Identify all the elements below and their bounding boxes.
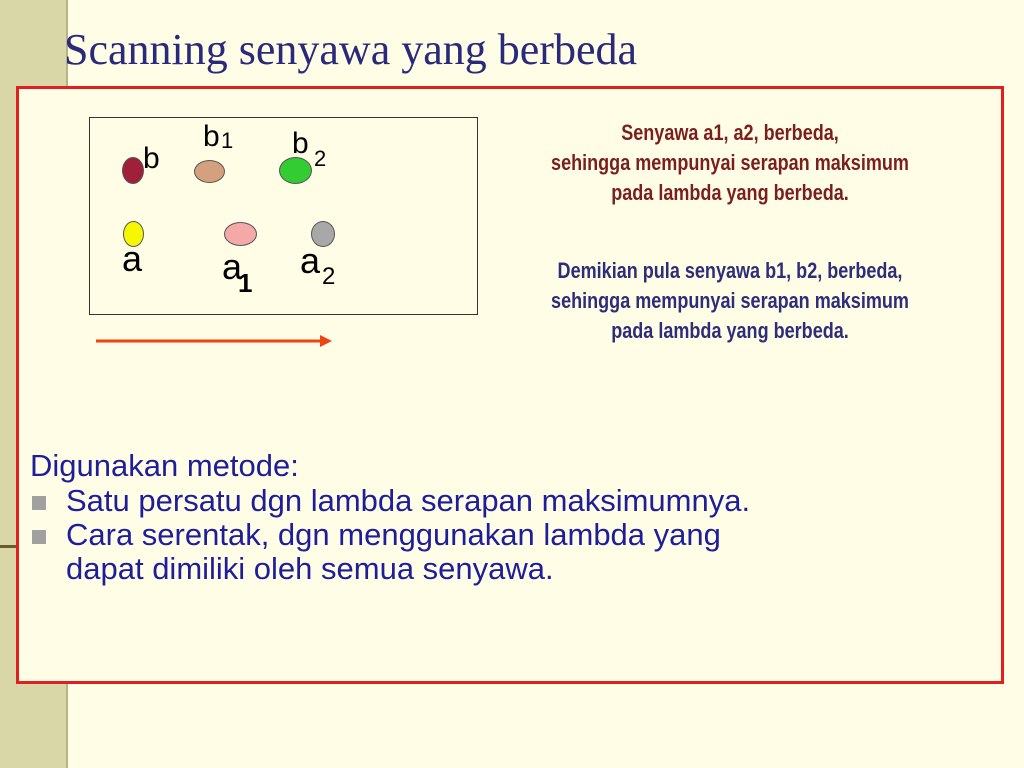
label-a2-sub: 2 (322, 263, 336, 290)
label-b1: b (203, 120, 220, 153)
explanation-a-line: sehingga mempunyai serapan maksimum (551, 150, 909, 175)
label-b1-sub: 1 (221, 128, 234, 153)
spot-b2 (279, 157, 312, 184)
explanation-block-a (517, 118, 943, 208)
label-b: b (143, 142, 160, 175)
bullet-square-icon (32, 530, 46, 544)
methods-section (30, 448, 990, 586)
label-a1-sub: 1 (238, 268, 253, 298)
explanation-block-b (517, 256, 943, 346)
slide-title: Scanning senyawa yang berbeda (64, 25, 638, 74)
method-item-text: Satu persatu dgn lambda serapan maksimumnya. (66, 483, 751, 518)
explanation-b-line: Demikian pula senyawa b1, b2, berbeda, (557, 258, 903, 283)
spot-a1 (224, 222, 257, 246)
label-b2: b (292, 127, 309, 160)
method-item (30, 518, 990, 586)
spot-b (122, 157, 144, 184)
explanation-a-line: Senyawa a1, a2, berbeda, (621, 120, 839, 145)
explanation-b-line: sehingga mempunyai serapan maksimum (551, 288, 909, 313)
explanation-b-line: pada lambda yang berbeda. (611, 318, 849, 343)
method-item (30, 484, 990, 518)
scan-direction-arrow (96, 333, 336, 349)
spot-b1 (194, 160, 225, 183)
methods-heading: Digunakan metode: (30, 448, 299, 483)
label-a: a (122, 238, 143, 279)
label-a1: a (222, 246, 243, 287)
label-a2: a (300, 240, 321, 281)
method-item-text-cont: dapat dimiliki oleh semua senyawa. (66, 551, 554, 586)
bullet-square-icon (32, 496, 46, 510)
explanation-a-line: pada lambda yang berbeda. (611, 180, 849, 205)
method-item-text: Cara serentak, dgn menggunakan lambda yang (66, 517, 721, 552)
label-b2-sub: 2 (314, 146, 327, 171)
